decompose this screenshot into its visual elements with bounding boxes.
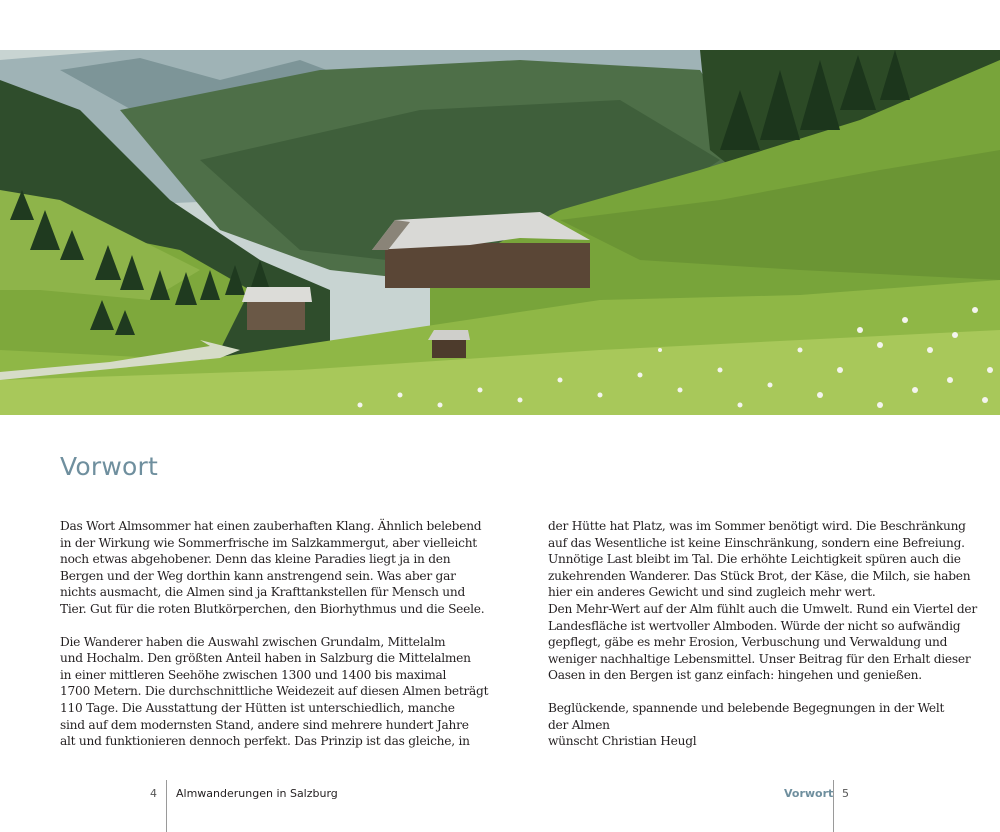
text-line: 1700 Metern. Die durchschnittliche Weidezeit auf diesen Almen beträgt <box>60 684 489 699</box>
text-line: auf das Wesentliche ist keine Einschränkung, sondern eine Befreiung. <box>548 535 965 550</box>
paragraph <box>60 518 485 618</box>
right-text-column <box>548 518 977 750</box>
text-line: nichts ausmacht, die Almen sind ja Krafttankstellen für Mensch und <box>60 585 466 600</box>
text-line: gepflegt, gäbe es mehr Erosion, Verbuschung und Verwaldung und <box>548 635 948 650</box>
paragraph <box>548 601 977 684</box>
left-text-column <box>60 518 489 750</box>
text-line: 110 Tage. Die Ausstattung der Hütten ist unterschiedlich, manche <box>60 700 455 715</box>
text-line: weniger nachhaltige Lebensmittel. Unser Beitrag für den Erhalt dieser <box>548 651 971 666</box>
text-line: in einer mittleren Seehöhe zwischen 1300 und 1400 bis maximal <box>60 667 447 682</box>
text-line: Bergen und der Weg dorthin kann anstrengend sein. Was aber gar <box>60 568 456 583</box>
text-line: Das Wort Almsommer hat einen zauberhaften Klang. Ähnlich belebend <box>60 519 482 533</box>
text-line: hier ein anderes Gewicht und sind zugleich mehr wert. <box>548 585 876 600</box>
left-page-number: 4 <box>150 787 157 800</box>
text-line: der Almen <box>548 717 610 732</box>
text-line: Oasen in den Bergen ist ganz einfach: hingehen und genießen. <box>548 668 922 683</box>
text-line: Landesfläche ist wertvoller Almboden. Würde der nicht so aufwändig <box>548 618 961 633</box>
text-line: Unnötige Last bleibt im Tal. Die erhöhte Leichtigkeit spüren auch die <box>548 552 961 567</box>
text-line: zukehrenden Wanderer. Das Stück Brot, der Käse, die Milch, sie haben <box>548 568 971 583</box>
footer-divider <box>833 780 834 832</box>
text-line: in der Wirkung wie Sommerfrische im Salzkammergut, aber vielleicht <box>60 535 477 550</box>
text-line: der Hütte hat Platz, was im Sommer benötigt wird. Die Beschränkung <box>548 519 966 533</box>
left-running-title: Almwanderungen in Salzburg <box>176 787 338 800</box>
footer-divider <box>166 780 167 832</box>
paragraph <box>548 700 948 750</box>
text-line: Beglückende, spannende und belebende Begegnungen in der Welt <box>548 700 945 715</box>
text-line: sind auf dem modernsten Stand, andere sind mehrere hundert Jahre <box>60 717 469 732</box>
paragraph <box>60 634 489 750</box>
paragraph <box>548 518 971 601</box>
text-line: Tier. Gut für die roten Blutkörperchen, den Biorhythmus und die Seele. <box>60 601 485 616</box>
chapter-heading: Vorwort <box>60 452 158 481</box>
text-line: noch etwas abgehobener. Denn das kleine Paradies liegt ja in den <box>60 552 451 567</box>
text-line: und Hochalm. Den größten Anteil haben in Salzburg die Mittelalmen <box>60 651 471 666</box>
right-page-number: 5 <box>842 787 849 800</box>
text-line: wünscht Christian Heugl <box>548 734 697 749</box>
alpine-meadow-photo <box>0 50 1000 415</box>
text-line: Den Mehr-Wert auf der Alm fühlt auch die Umwelt. Rund ein Viertel der <box>548 601 977 616</box>
text-line: Die Wanderer haben die Auswahl zwischen Grundalm, Mittelalm <box>60 634 446 649</box>
text-line: alt und funktionieren dennoch perfekt. Das Prinzip ist das gleiche, in <box>60 734 470 749</box>
right-running-title: Vorwort <box>784 787 834 800</box>
